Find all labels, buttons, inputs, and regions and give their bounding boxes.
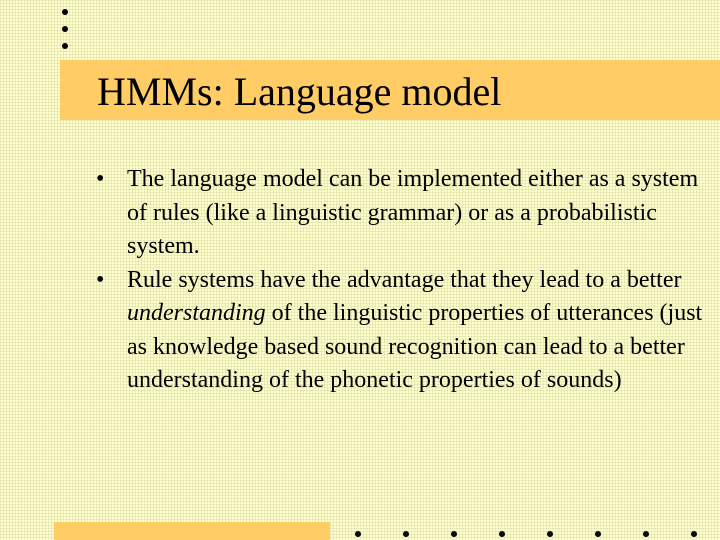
decorative-dot [595, 531, 601, 537]
decorative-dot [403, 531, 409, 537]
bullet-list [96, 163, 720, 398]
decorative-dot [691, 531, 697, 537]
decorative-dot [547, 531, 553, 537]
bullet-text: Rule systems have the advantage that they lead to a better [127, 266, 682, 293]
bullet-text: The language model can be implemented either as a system of rules (like a linguistic grammar) or as a probabilistic system. [127, 166, 699, 259]
emphasized-text: understanding [127, 300, 266, 326]
bullet-text: of the linguistic properties of utterances (just as knowledge based sound recognition can lead to a better understanding of the phonetic properties of sounds) [127, 300, 703, 393]
bullet-marker: • [96, 266, 105, 293]
footer-band [54, 522, 330, 540]
bullet-marker: • [96, 166, 105, 192]
decorative-dot [643, 531, 649, 537]
decorative-dot [355, 531, 361, 537]
decorative-dot [451, 531, 457, 537]
bullet-item [96, 163, 720, 264]
bullet-item [96, 264, 720, 398]
slide-title: HMMs: Language model [97, 69, 502, 114]
decorative-dot [62, 26, 68, 32]
decorative-dot [62, 43, 68, 49]
decorative-dot [62, 9, 68, 15]
decorative-dot [499, 531, 505, 537]
